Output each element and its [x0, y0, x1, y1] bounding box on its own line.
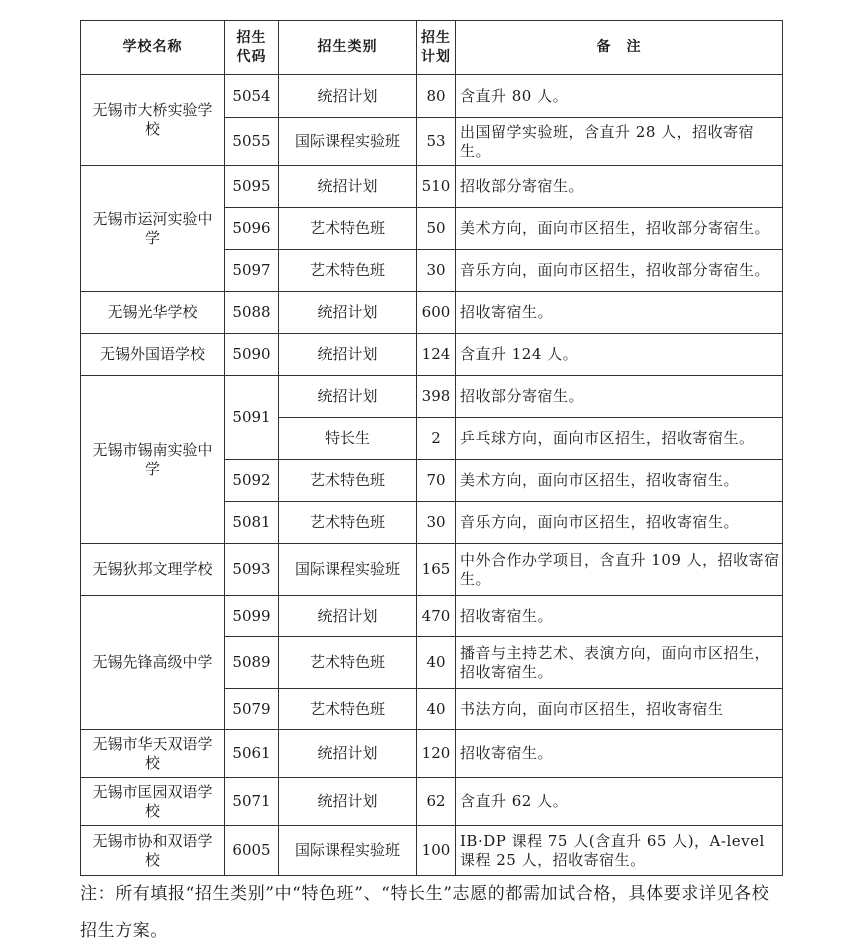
code-cell: 5091 [225, 376, 279, 460]
plan-cell: 100 [417, 826, 456, 876]
plan-cell: 600 [417, 292, 456, 334]
header-plan-line2: 计划 [421, 48, 451, 65]
code-cell: 5055 [225, 118, 279, 166]
remark-cell: 美术方向，面向市区招生，招收部分寄宿生。 [456, 208, 783, 250]
footnote: 注：所有填报“招生类别”中“特色班”、“特长生”志愿的都需加试合格，具体要求详见各校招生方案。 [80, 884, 770, 941]
code-cell: 5061 [225, 730, 279, 778]
code-cell: 5099 [225, 596, 279, 637]
remark-cell: 中外合作办学项目，含直升 109 人，招收寄宿生。 [456, 544, 783, 596]
header-remark: 备 注 [456, 21, 783, 75]
table-row [81, 292, 783, 334]
remark-cell: 乒乓球方向，面向市区招生，招收寄宿生。 [456, 418, 783, 460]
remark-cell: 招收寄宿生。 [456, 730, 783, 778]
remark-cell: IB·DP 课程 75 人(含直升 65 人)，A-level 课程 25 人，招收寄宿生。 [456, 826, 783, 876]
school-name: 无锡市协和双语学校 [81, 826, 225, 876]
table-row [81, 166, 783, 208]
category-cell: 艺术特色班 [279, 460, 417, 502]
code-cell: 5095 [225, 166, 279, 208]
header-code-line2: 代码 [236, 48, 267, 65]
remark-cell: 美术方向，面向市区招生，招收寄宿生。 [456, 460, 783, 502]
code-cell: 5071 [225, 778, 279, 826]
code-cell: 6005 [225, 826, 279, 876]
plan-cell: 120 [417, 730, 456, 778]
category-cell: 统招计划 [279, 334, 417, 376]
admission-plan-table [80, 20, 783, 876]
header-school: 学校名称 [81, 21, 225, 75]
school-name: 无锡先锋高级中学 [81, 596, 225, 730]
table-row [81, 376, 783, 418]
table-row [81, 75, 783, 118]
remark-cell: 播音与主持艺术、表演方向，面向市区招生，招收寄宿生。 [456, 637, 783, 689]
header-row [81, 21, 783, 75]
category-cell: 统招计划 [279, 75, 417, 118]
header-plan [417, 21, 456, 75]
header-plan-line1: 招生 [421, 29, 451, 46]
table-row [81, 778, 783, 826]
code-cell: 5054 [225, 75, 279, 118]
category-cell: 特长生 [279, 418, 417, 460]
remark-cell: 含直升 124 人。 [456, 334, 783, 376]
admission-plan-document [80, 20, 782, 876]
code-cell: 5081 [225, 502, 279, 544]
remark-cell: 音乐方向，面向市区招生，招收部分寄宿生。 [456, 250, 783, 292]
plan-cell: 53 [417, 118, 456, 166]
category-cell: 国际课程实验班 [279, 826, 417, 876]
remark-cell: 音乐方向，面向市区招生，招收寄宿生。 [456, 502, 783, 544]
category-cell: 艺术特色班 [279, 502, 417, 544]
remark-cell: 招收部分寄宿生。 [456, 166, 783, 208]
code-cell: 5079 [225, 689, 279, 730]
school-name: 无锡外国语学校 [81, 334, 225, 376]
code-cell: 5089 [225, 637, 279, 689]
code-cell: 5093 [225, 544, 279, 596]
school-name: 无锡光华学校 [81, 292, 225, 334]
category-cell: 国际课程实验班 [279, 118, 417, 166]
school-name: 无锡市匡园双语学校 [81, 778, 225, 826]
code-cell: 5088 [225, 292, 279, 334]
plan-cell: 70 [417, 460, 456, 502]
table-row [81, 730, 783, 778]
code-cell: 5096 [225, 208, 279, 250]
category-cell: 统招计划 [279, 166, 417, 208]
remark-cell: 招收部分寄宿生。 [456, 376, 783, 418]
code-cell: 5092 [225, 460, 279, 502]
remark-cell: 含直升 80 人。 [456, 75, 783, 118]
remark-cell: 招收寄宿生。 [456, 596, 783, 637]
category-cell: 国际课程实验班 [279, 544, 417, 596]
plan-cell: 30 [417, 250, 456, 292]
code-cell: 5097 [225, 250, 279, 292]
plan-cell: 40 [417, 689, 456, 730]
plan-cell: 30 [417, 502, 456, 544]
remark-cell: 招收寄宿生。 [456, 292, 783, 334]
school-name: 无锡市华天双语学校 [81, 730, 225, 778]
header-category: 招生类别 [279, 21, 417, 75]
plan-cell: 398 [417, 376, 456, 418]
code-cell: 5090 [225, 334, 279, 376]
header-code [225, 21, 279, 75]
category-cell: 统招计划 [279, 778, 417, 826]
category-cell: 艺术特色班 [279, 250, 417, 292]
table-row [81, 596, 783, 637]
plan-cell: 80 [417, 75, 456, 118]
category-cell: 统招计划 [279, 730, 417, 778]
category-cell: 统招计划 [279, 596, 417, 637]
category-cell: 统招计划 [279, 292, 417, 334]
school-name: 无锡市运河实验中学 [81, 166, 225, 292]
header-code-line1: 招生 [236, 29, 267, 46]
school-name: 无锡市大桥实验学校 [81, 75, 225, 166]
school-name: 无锡市锡南实验中学 [81, 376, 225, 544]
category-cell: 艺术特色班 [279, 689, 417, 730]
remark-cell: 含直升 62 人。 [456, 778, 783, 826]
category-cell: 统招计划 [279, 376, 417, 418]
remark-cell: 出国留学实验班，含直升 28 人，招收寄宿生。 [456, 118, 783, 166]
table-row [81, 544, 783, 596]
category-cell: 艺术特色班 [279, 637, 417, 689]
table-row [81, 826, 783, 876]
plan-cell: 124 [417, 334, 456, 376]
table-row [81, 334, 783, 376]
plan-cell: 50 [417, 208, 456, 250]
plan-cell: 510 [417, 166, 456, 208]
plan-cell: 165 [417, 544, 456, 596]
remark-cell: 书法方向，面向市区招生，招收寄宿生 [456, 689, 783, 730]
plan-cell: 62 [417, 778, 456, 826]
plan-cell: 40 [417, 637, 456, 689]
category-cell: 艺术特色班 [279, 208, 417, 250]
plan-cell: 2 [417, 418, 456, 460]
plan-cell: 470 [417, 596, 456, 637]
school-name: 无锡狄邦文理学校 [81, 544, 225, 596]
